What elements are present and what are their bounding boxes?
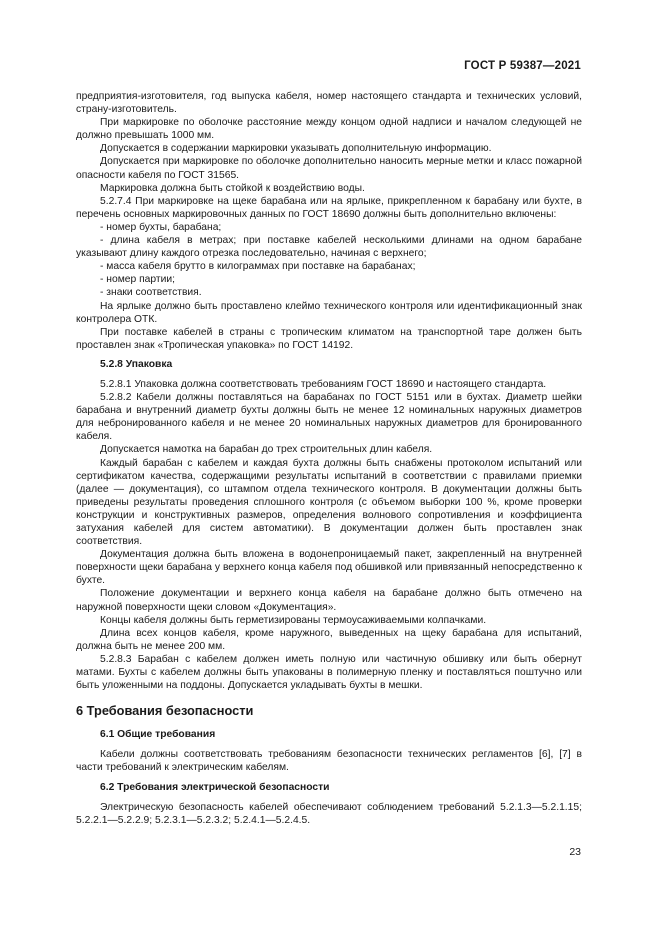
document-body (76, 90, 582, 827)
paragraph: Кабели должны соответствовать требованиям безопасности технических регламентов [6], [7] в части требований к электрическим кабелям. (76, 749, 582, 774)
list-item: - номер бухты, барабана; (100, 221, 222, 233)
subsection-heading: 6.1 Общие требования (100, 729, 216, 741)
paragraph: Допускается при маркировке по оболочке дополнительно наносить мерные метки и класс пожарной опасности кабеля по ГОСТ 31565. (76, 156, 582, 181)
list-item: - масса кабеля брутто в килограммах при поставке на барабанах; (100, 261, 416, 273)
paragraph: При поставке кабелей в страны с тропическим климатом на транспортной таре должен быть проставлен знак «Тропическая упаковка» по ГОСТ 14192. (76, 326, 582, 351)
paragraph: 5.2.7.4 При маркировке на щеке барабана или на ярлыке, прикрепленном к барабану или бухте, в перечень основных маркировочных данных по ГОСТ 18690 должны быть дополнительно включены: (76, 195, 582, 220)
paragraph: Длина всех концов кабеля, кроме наружного, выведенных на щеку барабана для испытаний, должна быть не менее 200 мм. (76, 627, 582, 652)
paragraph: Каждый барабан с кабелем и каждая бухта должны быть снабжены протоколом испытаний или сертификатом качества, содержащими результаты испытаний в соответствии с правилами приемки (далее — документация), со штампом отдела технического контроля. В документации должны быть приведены результаты проведения сплошного контроля (с объемом выборки 100 %, кроме проверки конструкции и конструктивных размеров, определения волнового сопротивления и коэффициента затухания кабелей для систем автоматики). В документации должен быть проставлен знак соответствия. (76, 457, 582, 548)
paragraph: 5.2.8.2 Кабели должны поставляться на барабанах по ГОСТ 5151 или в бухтах. Диаметр шейки барабана и внутренний диаметр бухты должны быть не менее 12 номинальных наружных диаметров для небронированного кабеля и не менее 20 номинальных наружных диаметров для бронированного кабеля. (76, 392, 582, 443)
list-item: - номер партии; (100, 274, 175, 286)
list-item: - знаки соответствия. (100, 287, 202, 299)
paragraph: Допускается в содержании маркировки указывать дополнительную информацию. (100, 143, 492, 155)
paragraph: 5.2.8.3 Барабан с кабелем должен иметь полную или частичную обшивку или быть обернут матами. Бухты с кабелем должны быть упакованы в полимерную пленку и поставляться поштучно или быть уложенными на поддоны. Допускается укладывать бухты в мешки. (76, 653, 582, 692)
section-heading: 6 Требования безопасности (76, 703, 254, 719)
paragraph: На ярлыке должно быть проставлено клеймо технического контроля или идентификационный знак контролера ОТК. (76, 300, 582, 325)
subsection-heading: 5.2.8 Упаковка (100, 358, 173, 370)
paragraph: Маркировка должна быть стойкой к воздействию воды. (100, 182, 365, 194)
paragraph: Положение документации и верхнего конца кабеля на барабане должно быть отмечено на наружной поверхности щеки словом «Документация». (76, 588, 582, 613)
page-number: 23 (569, 846, 581, 858)
paragraph: Концы кабеля должны быть герметизированы термоусаживаемыми колпачками. (100, 614, 487, 626)
paragraph: предприятия-изготовителя, год выпуска кабеля, номер настоящего стандарта и технических условий, страну-изготовитель. (76, 91, 582, 116)
document-header: ГОСТ Р 59387—2021 (464, 60, 581, 72)
paragraph: Документация должна быть вложена в водонепроницаемый пакет, закрепленный на внутренней поверхности щеки барабана у верхнего конца кабеля под обшивкой или привязанный непосредственно к бухте. (76, 549, 582, 587)
subsection-heading: 6.2 Требования электрической безопасности (100, 781, 330, 793)
list-item: - длина кабеля в метрах; при поставке кабелей несколькими длинами на одном барабане указывают длину каждого отрезка последовательно, начиная с верхнего; (76, 235, 582, 260)
paragraph: Электрическую безопасность кабелей обеспечивают соблюдением требований 5.2.1.3—5.2.1.15; 5.2.2.1—5.2.2.9; 5.2.3.1—5.2.3.2; 5.2.4.1—5.2.4.5. (76, 801, 582, 826)
paragraph: 5.2.8.1 Упаковка должна соответствовать требованиям ГОСТ 18690 и настоящего стандарта. (100, 378, 547, 390)
paragraph: При маркировке по оболочке расстояние между концом одной надписи и началом следующей не должно превышать 1000 мм. (76, 117, 582, 142)
paragraph: Допускается намотка на барабан до трех строительных длин кабеля. (100, 444, 433, 456)
